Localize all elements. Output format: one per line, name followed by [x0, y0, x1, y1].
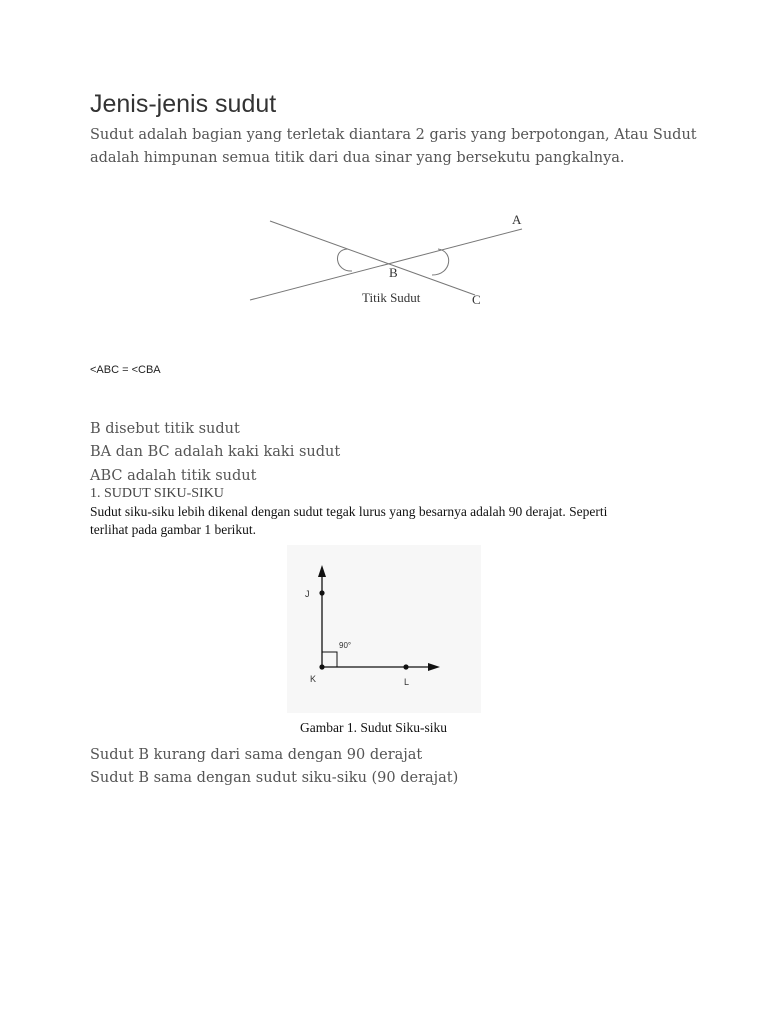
closing-2: Sudut B sama dengan sudut siku-siku (90 derajat) — [90, 770, 459, 786]
closing-1: Sudut B kurang dari sama dengan 90 derajat — [90, 747, 423, 763]
angle-equation: <ABC = <CBA — [90, 364, 161, 376]
titik-sudut-caption: Titik Sudut — [362, 290, 421, 305]
statement-3: ABC adalah titik sudut — [90, 468, 257, 484]
statement-1: B disebut titik sudut — [90, 421, 240, 437]
section-text-line-2: terlihat pada gambar 1 berikut. — [90, 522, 257, 537]
angle-figure — [240, 205, 535, 315]
angle-arc-right — [432, 249, 449, 275]
label-c: C — [472, 292, 481, 307]
section-text-line-1: Sudut siku-siku lebih dikenal dengan sudut tegak lurus yang besarnya adalah 90 derajat. Seperti — [90, 504, 608, 519]
statement-2: BA dan BC adalah kaki kaki sudut — [90, 444, 341, 460]
label-l: L — [404, 677, 410, 687]
point-l — [403, 664, 408, 669]
label-a: A — [512, 212, 522, 227]
page-title: Jenis-jenis sudut — [90, 90, 277, 118]
point-k — [319, 664, 324, 669]
section-heading: 1. SUDUT SIKU-SIKU — [90, 486, 224, 501]
intro-line-1: Sudut adalah bagian yang terletak diantara 2 garis yang berpotongan, Atau Sudut — [90, 127, 697, 143]
right-angle-figure — [287, 545, 481, 713]
label-k: K — [310, 674, 317, 684]
intro-line-2: adalah himpunan semua titik dari dua sinar yang bersekutu pangkalnya. — [90, 150, 625, 166]
line-c — [270, 221, 475, 295]
point-j — [319, 590, 324, 595]
figure-background — [287, 545, 481, 713]
label-j: J — [305, 589, 310, 599]
angle-90-label: 90° — [339, 641, 352, 650]
angle-arc-left — [337, 249, 352, 271]
figure-caption: Gambar 1. Sudut Siku-siku — [300, 720, 447, 735]
intro-paragraph — [90, 124, 697, 170]
label-b: B — [389, 265, 398, 280]
